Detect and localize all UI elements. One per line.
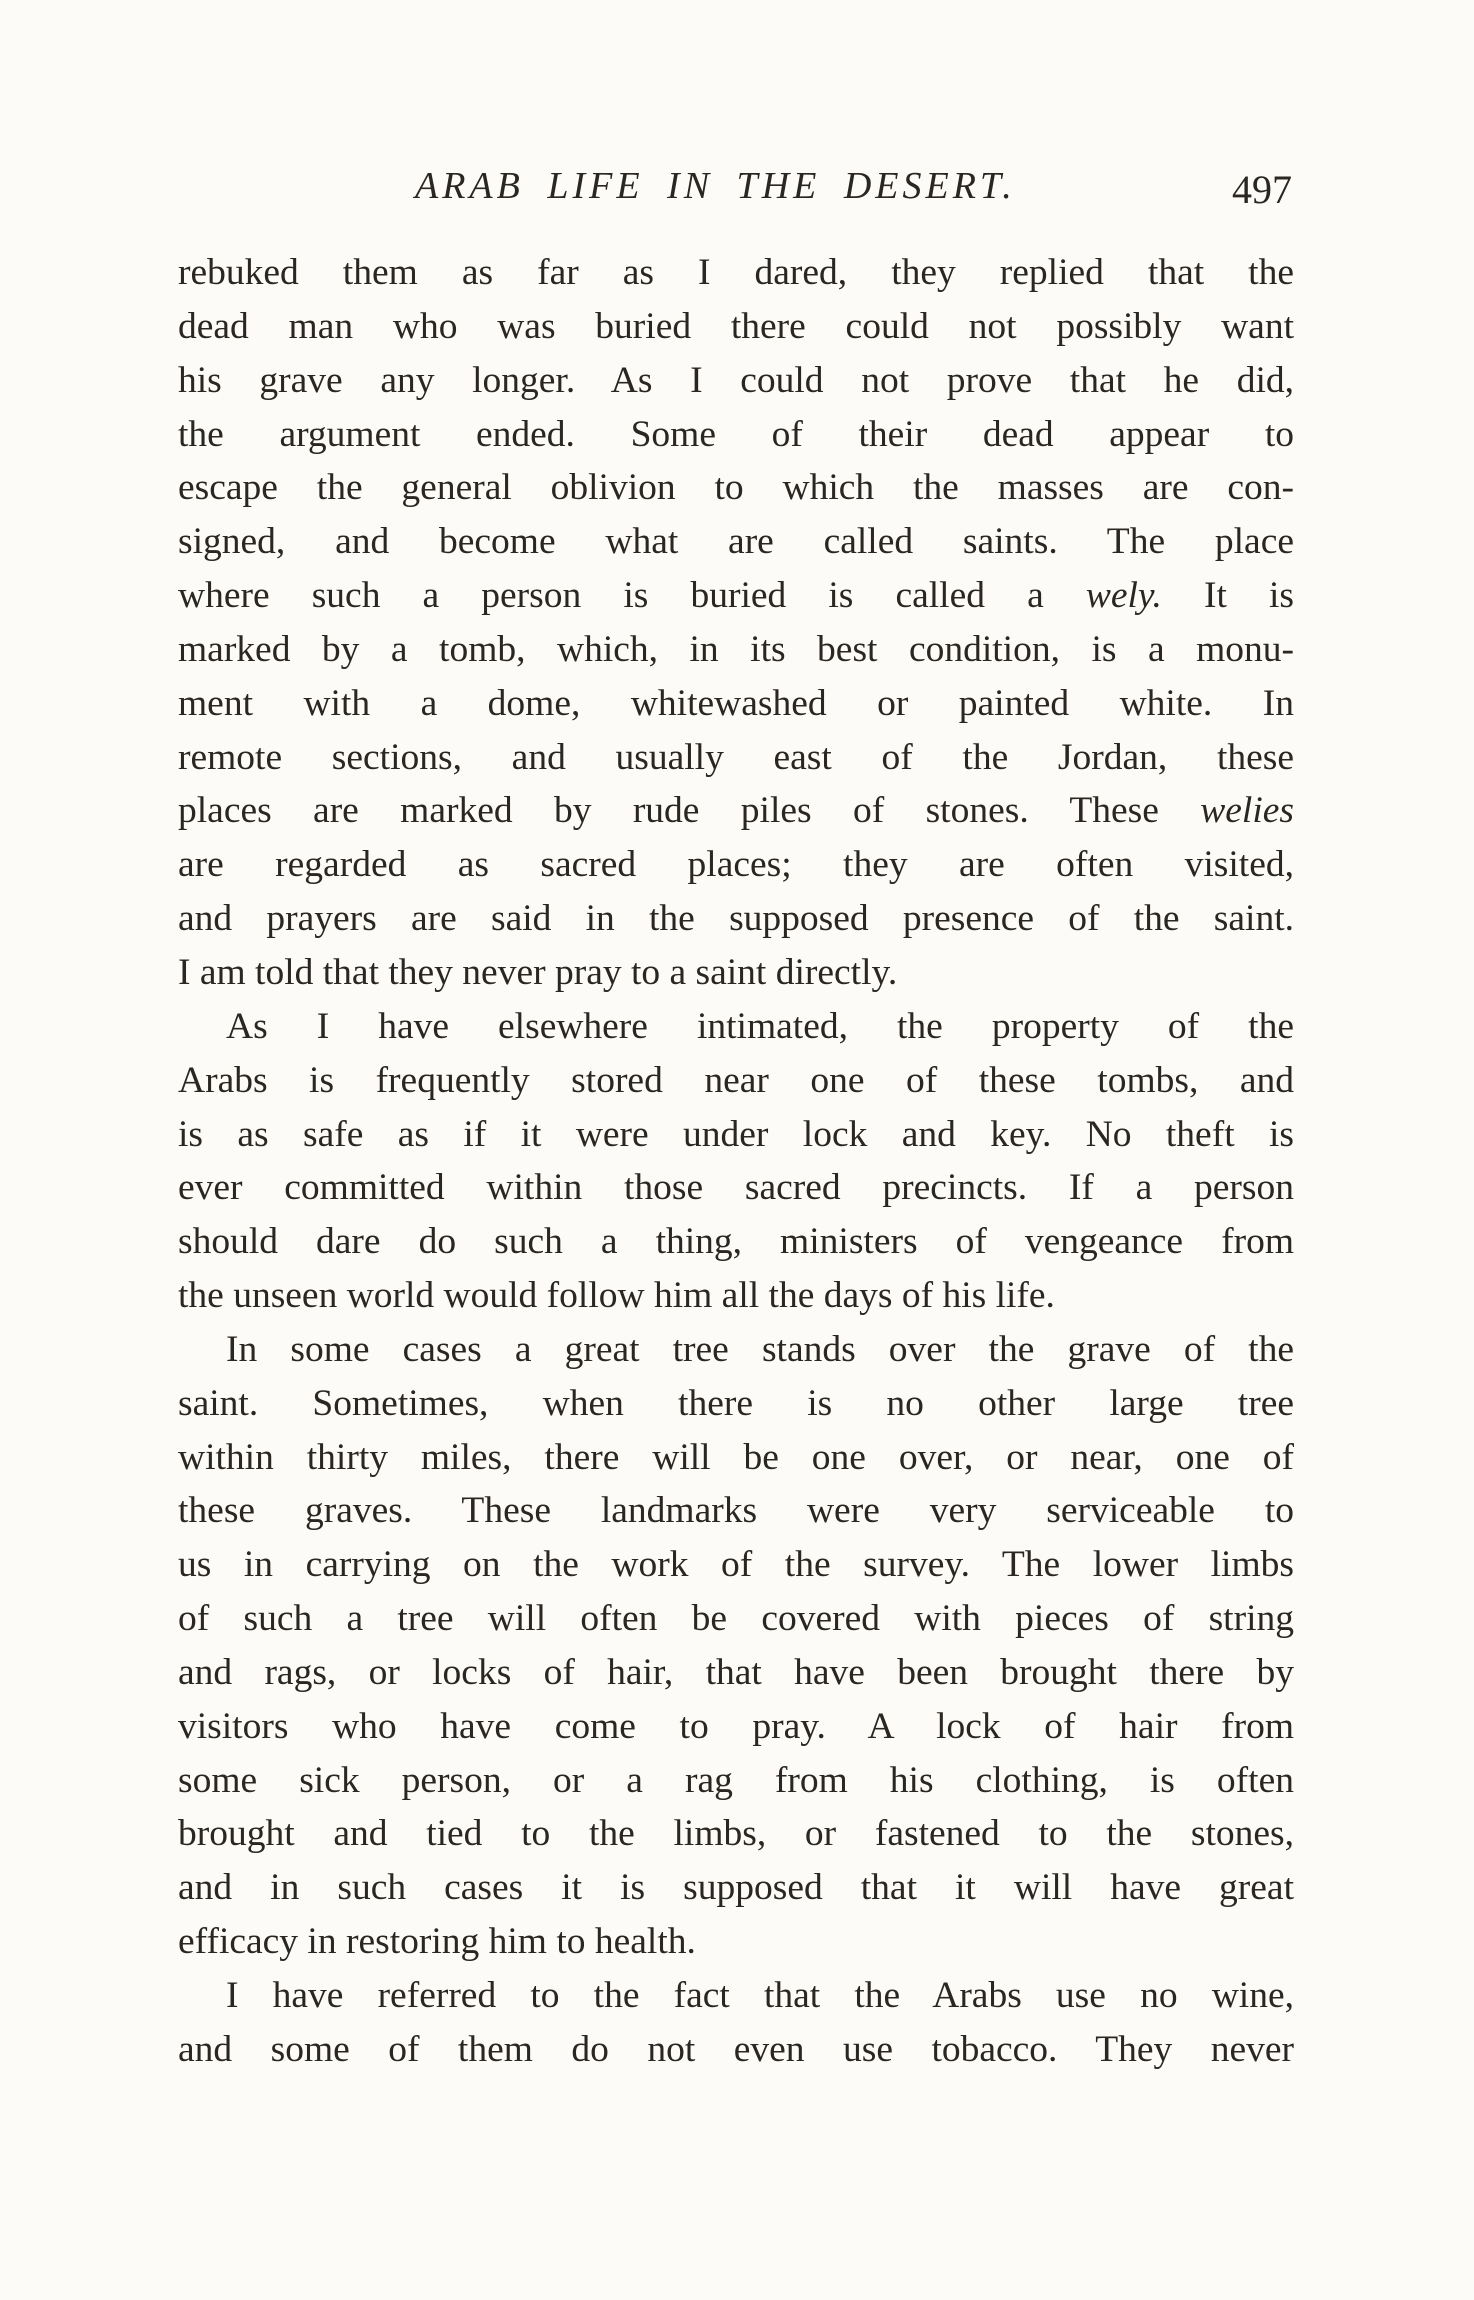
text-line: signed, and become what are called saints. The place [178,521,1294,563]
page-number: 497 [1232,167,1292,212]
text-line: within thirty miles, there will be one over, or near, one of [178,1436,1294,1478]
text-line: rebuked them as far as I dared, they replied that the [178,252,1294,293]
text-line: brought and tied to the limbs, or fastened to the stones, [178,1813,1294,1855]
text-line: of such a tree will often be covered with pieces of string [178,1598,1294,1640]
text-line [178,784,1294,838]
text-line: saint. Sometimes, when there is no other large tree [178,1382,1294,1424]
paragraph-start-line: I have referred to the fact that the Arabs use no wine, [226,1975,1294,2016]
paragraph-start-line: In some cases a great tree stands over the grave of the [226,1328,1294,1370]
text-line: and in such cases it is supposed that it will have great [178,1867,1294,1909]
text-line: us in carrying on the work of the survey. The lower limbs [178,1544,1294,1586]
page-header [180,158,1292,218]
text-line: should dare do such a thing, ministers of vengeance from [178,1221,1294,1263]
text-line: ever committed within those sacred precincts. If a person [178,1167,1294,1209]
text-line: I am told that they never pray to a saint directly. [178,951,898,993]
text-line: are regarded as sacred places; they are often visited, [178,844,1294,886]
running-head: ARAB LIFE IN THE DESERT. [415,165,1016,207]
text-line: his grave any longer. As I could not prove that he did, [178,359,1294,401]
text-line: and rags, or locks of hair, that have been brought there by [178,1651,1294,1693]
italic-term-wely: wely. [1085,575,1162,617]
text-segment: where such a person is buried is called a [178,575,1086,617]
text-line [178,569,1294,623]
text-line: these graves. These landmarks were very serviceable to [178,1490,1294,1532]
text-line: dead man who was buried there could not possibly want [178,305,1294,347]
text-line: efficacy in restoring him to health. [178,1921,696,1963]
italic-term-welies: welies [1200,790,1294,832]
text-line: marked by a tomb, which, in its best condition, is a monu- [178,628,1294,670]
text-line: escape the general oblivion to which the masses are con- [178,467,1294,509]
text-line: and some of them do not even use tobacco. They never [178,2028,1294,2070]
text-line: and prayers are said in the supposed presence of the saint. [178,898,1294,940]
body-text [178,246,1294,2077]
text-line: remote sections, and usually east of the Jordan, these [178,736,1294,778]
text-line: ment with a dome, whitewashed or painted white. In [178,682,1294,724]
text-segment: places are marked by rude piles of stones. These [178,790,1201,832]
text-line: Arabs is frequently stored near one of these tombs, and [178,1059,1294,1101]
text-segment: It is [1161,575,1294,617]
text-line: the argument ended. Some of their dead appear to [178,413,1294,455]
paragraph-start-line: As I have elsewhere intimated, the property of the [226,1005,1294,1047]
text-line: the unseen world would follow him all the days of his life. [178,1275,1055,1317]
text-line: some sick person, or a rag from his clothing, is often [178,1759,1294,1801]
text-line: is as safe as if it were under lock and key. No theft is [178,1113,1294,1155]
text-line: visitors who have come to pray. A lock of hair from [178,1705,1294,1747]
